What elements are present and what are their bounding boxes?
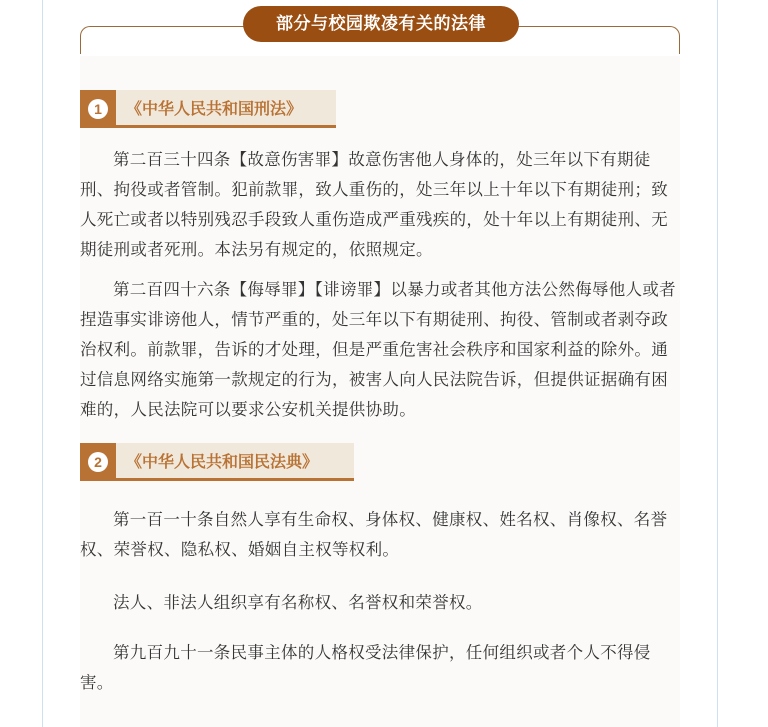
- page-title: 部分与校园欺凌有关的法律: [243, 6, 519, 42]
- article-paragraph: 第二百三十四条【故意伤害罪】故意伤害他人身体的，处三年以下有期徒刑、拘役或者管制。犯前款罪，致人重伤的，处三年以上十年以下有期徒刑；致人死亡或者以特别残忍手段致人重伤造成严重残疾的，处十年以上有期徒刑、无期徒刑或者死刑。本法另有规定的，依照规定。: [80, 150, 668, 259]
- section-number-badge: [80, 443, 116, 481]
- frame-border-left: [42, 0, 43, 727]
- section-heading-criminal-law: [80, 90, 336, 128]
- section-number: 2: [88, 452, 108, 472]
- section-number-badge: [80, 90, 116, 128]
- section-heading-label: 《中华人民共和国民法典》: [126, 452, 319, 471]
- section-number: 1: [88, 99, 108, 119]
- article-paragraph: 第九百九十一条民事主体的人格权受法律保护，任何组织或者个人不得侵害。: [80, 643, 651, 692]
- section-heading-label: 《中华人民共和国刑法》: [126, 99, 303, 118]
- article-paragraph: 第二百四十六条【侮辱罪】【诽谤罪】以暴力或者其他方法公然侮辱他人或者捏造事实诽谤他人，情节严重的，处三年以下有期徒刑、拘役、管制或者剥夺政治权利。前款罪，告诉的才处理，但是严重危害社会秩序和国家利益的除外。通过信息网络实施第一款规定的行为，被害人向人民法院告诉，但提供证据确有困难的，人民法院可以要求公安机关提供协助。: [80, 280, 676, 419]
- frame-border-right: [717, 0, 718, 727]
- section-heading-box: [116, 90, 336, 128]
- article-paragraph: 第一百一十条自然人享有生命权、身体权、健康权、姓名权、肖像权、名誉权、荣誉权、隐私权、婚姻自主权等权利。: [80, 510, 668, 559]
- article-paragraph: 法人、非法人组织享有名称权、名誉权和荣誉权。: [113, 593, 483, 612]
- section-heading-box: [116, 443, 354, 481]
- section-heading-civil-code: [80, 443, 354, 481]
